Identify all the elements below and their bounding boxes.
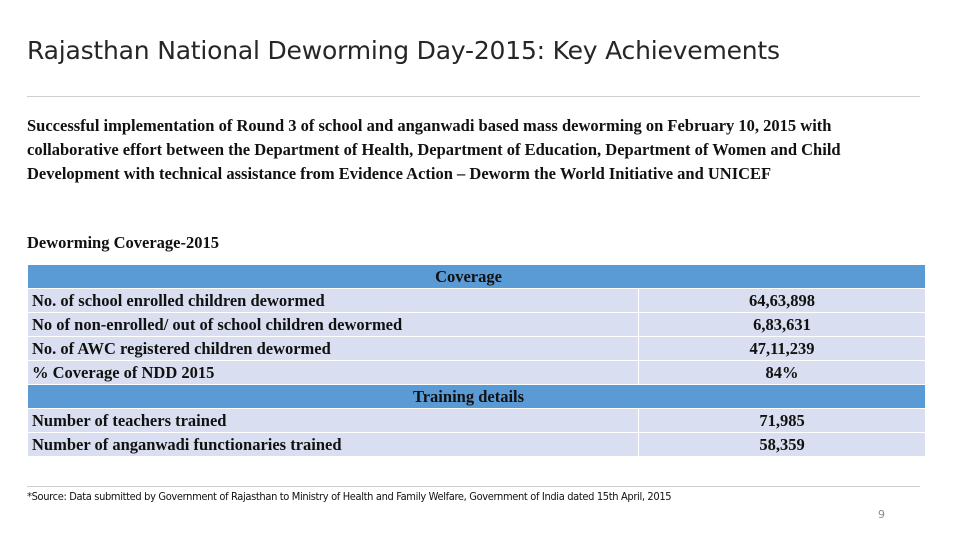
row-value: 58,359 bbox=[639, 433, 926, 457]
table-row bbox=[28, 361, 926, 385]
row-value: 71,985 bbox=[639, 409, 926, 433]
footer-divider bbox=[27, 486, 920, 487]
page-number: 9 bbox=[878, 508, 885, 521]
source-note: *Source: Data submitted by Government of Rajasthan to Ministry of Health and Family Welfare, Government of India dated 15th April, 2015 bbox=[27, 490, 672, 503]
table-row bbox=[28, 433, 926, 457]
training-header-cell bbox=[28, 385, 926, 409]
slide-title: Rajasthan National Deworming Day-2015: Key Achievements bbox=[27, 36, 780, 65]
table-row bbox=[28, 289, 926, 313]
training-header: Training details bbox=[412, 387, 525, 406]
row-label: No of non-enrolled/ out of school children dewormed bbox=[28, 313, 639, 337]
table-row bbox=[28, 313, 926, 337]
row-value: 64,63,898 bbox=[639, 289, 926, 313]
row-label: Number of teachers trained bbox=[28, 409, 639, 433]
coverage-header: Coverage bbox=[435, 267, 502, 286]
training-header-row bbox=[28, 385, 926, 409]
title-divider bbox=[27, 96, 920, 97]
row-value: 6,83,631 bbox=[639, 313, 926, 337]
row-label: Number of anganwadi functionaries trained bbox=[28, 433, 639, 457]
table-row bbox=[28, 409, 926, 433]
coverage-subheading: Deworming Coverage-2015 bbox=[27, 233, 219, 252]
intro-paragraph: Successful implementation of Round 3 of school and anganwadi based mass deworming on February 10, 2015 with collaborative effort between the Department of Health, Department of Education, Department of Women and Child Development with technical assistance from Evidence Action – Deworm the World Initiative and UNICEF bbox=[27, 116, 841, 183]
row-value: 47,11,239 bbox=[639, 337, 926, 361]
coverage-header-cell bbox=[28, 265, 926, 289]
table-row bbox=[28, 337, 926, 361]
row-label: No. of AWC registered children dewormed bbox=[28, 337, 639, 361]
row-label: % Coverage of NDD 2015 bbox=[28, 361, 639, 385]
coverage-table bbox=[27, 264, 926, 457]
coverage-header-row bbox=[28, 265, 926, 289]
row-value: 84% bbox=[639, 361, 926, 385]
row-label: No. of school enrolled children dewormed bbox=[28, 289, 639, 313]
